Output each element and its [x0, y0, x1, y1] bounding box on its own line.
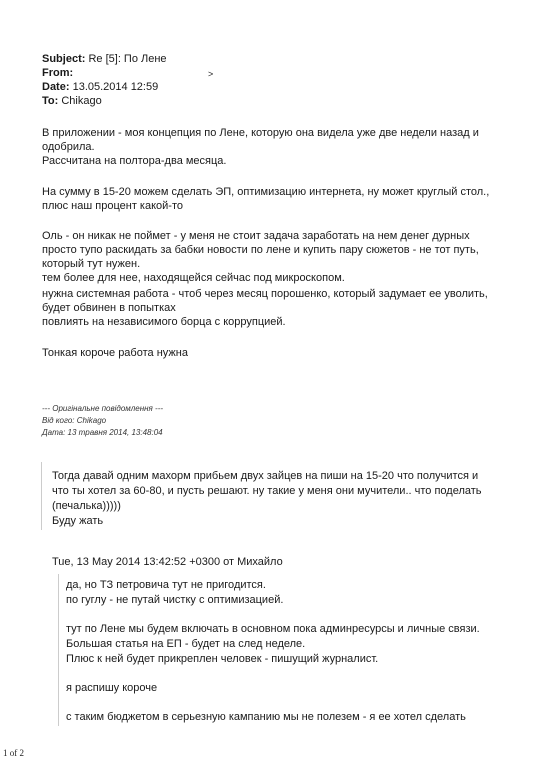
quote-line: что ты хотел за 60-80, и пусть решают. ну такие у меня они мучители.. что поделать [52, 485, 482, 497]
to-label: To: [42, 95, 59, 107]
date-label: Date: [42, 81, 70, 93]
body-line: На сумму в 15-20 можем сделать ЭП, оптимизацию интернета, ну может круглый стол., [42, 186, 490, 198]
quote-line: я распишу короче [66, 682, 158, 694]
subject-value: Re [5]: По Лене [88, 53, 167, 65]
body-line: просто тупо раскидать за бабки новости по лене и купить пару сюжетов - не тот путь, [42, 244, 479, 256]
body-line: В приложении - моя концепция по Лене, которую она видела уже две недели назад и [42, 127, 479, 139]
quote-line: тут по Лене мы будем включать в основном пока админресурсы и личные связи. [66, 623, 480, 635]
body-line: плюс наш процент какой-то [42, 200, 183, 212]
body-line: который тут нужен. [42, 258, 141, 270]
body-line: одобрила. [42, 141, 95, 153]
from-marker: > [208, 69, 214, 79]
quote-line: да, но ТЗ петровича тут не пригодится. [66, 579, 266, 591]
quote-line: Тогда давай одним махорм прибьем двух зайцев на пиши на 15-20 что получится и [52, 470, 479, 482]
quote-bar [58, 574, 59, 726]
quote2-header: Tue, 13 May 2014 13:42:52 +0300 от Михайло [52, 556, 283, 568]
original-from: Від кого: Chikago [42, 416, 107, 425]
date-line [42, 81, 158, 94]
to-value: Chikago [61, 95, 102, 107]
body-line: тем более для нее, находящейся сейчас под микроскопом. [42, 272, 345, 284]
original-date: Дата: 13 травня 2014, 13:48:04 [42, 428, 163, 437]
subject-line [42, 53, 167, 66]
body-line: Оль - он никак не поймет - у меня не стоит задача заработать на нем денег дурных [42, 230, 470, 242]
quote-line: Плюс к ней будет прикреплен человек - пишущий журналист. [66, 653, 379, 665]
body-line: будет обвинен в попытках [42, 302, 176, 314]
body-line: Тонкая короче работа нужна [42, 347, 188, 359]
quote-line: Большая статья на ЕП - будет на след неделе. [66, 638, 306, 650]
to-line [42, 95, 102, 108]
body-line: повлиять на независимого борца с коррупцией. [42, 316, 286, 328]
quote-line: Буду жать [52, 515, 104, 527]
page-number: 1 of 2 [3, 748, 24, 758]
date-value: 13.05.2014 12:59 [72, 81, 159, 93]
body-line: нужна системная работа - чтоб через месяц порошенко, который задумает ее уволить, [42, 288, 488, 300]
quote-line: (печалька))))) [52, 500, 121, 512]
quote-bar [41, 462, 42, 530]
quote-line: по гуглу - не путай чистку с оптимизацией. [66, 594, 284, 606]
from-line [42, 67, 73, 80]
body-line: Рассчитана на полтора-два месяца. [42, 155, 227, 167]
original-message-title: --- Оригінальне повідомлення --- [42, 404, 164, 413]
quote-line: с таким бюджетом в серьезную кампанию мы не полезем - я ее хотел сделать [66, 711, 466, 723]
from-label: From: [42, 67, 74, 79]
subject-label: Subject: [42, 53, 86, 65]
